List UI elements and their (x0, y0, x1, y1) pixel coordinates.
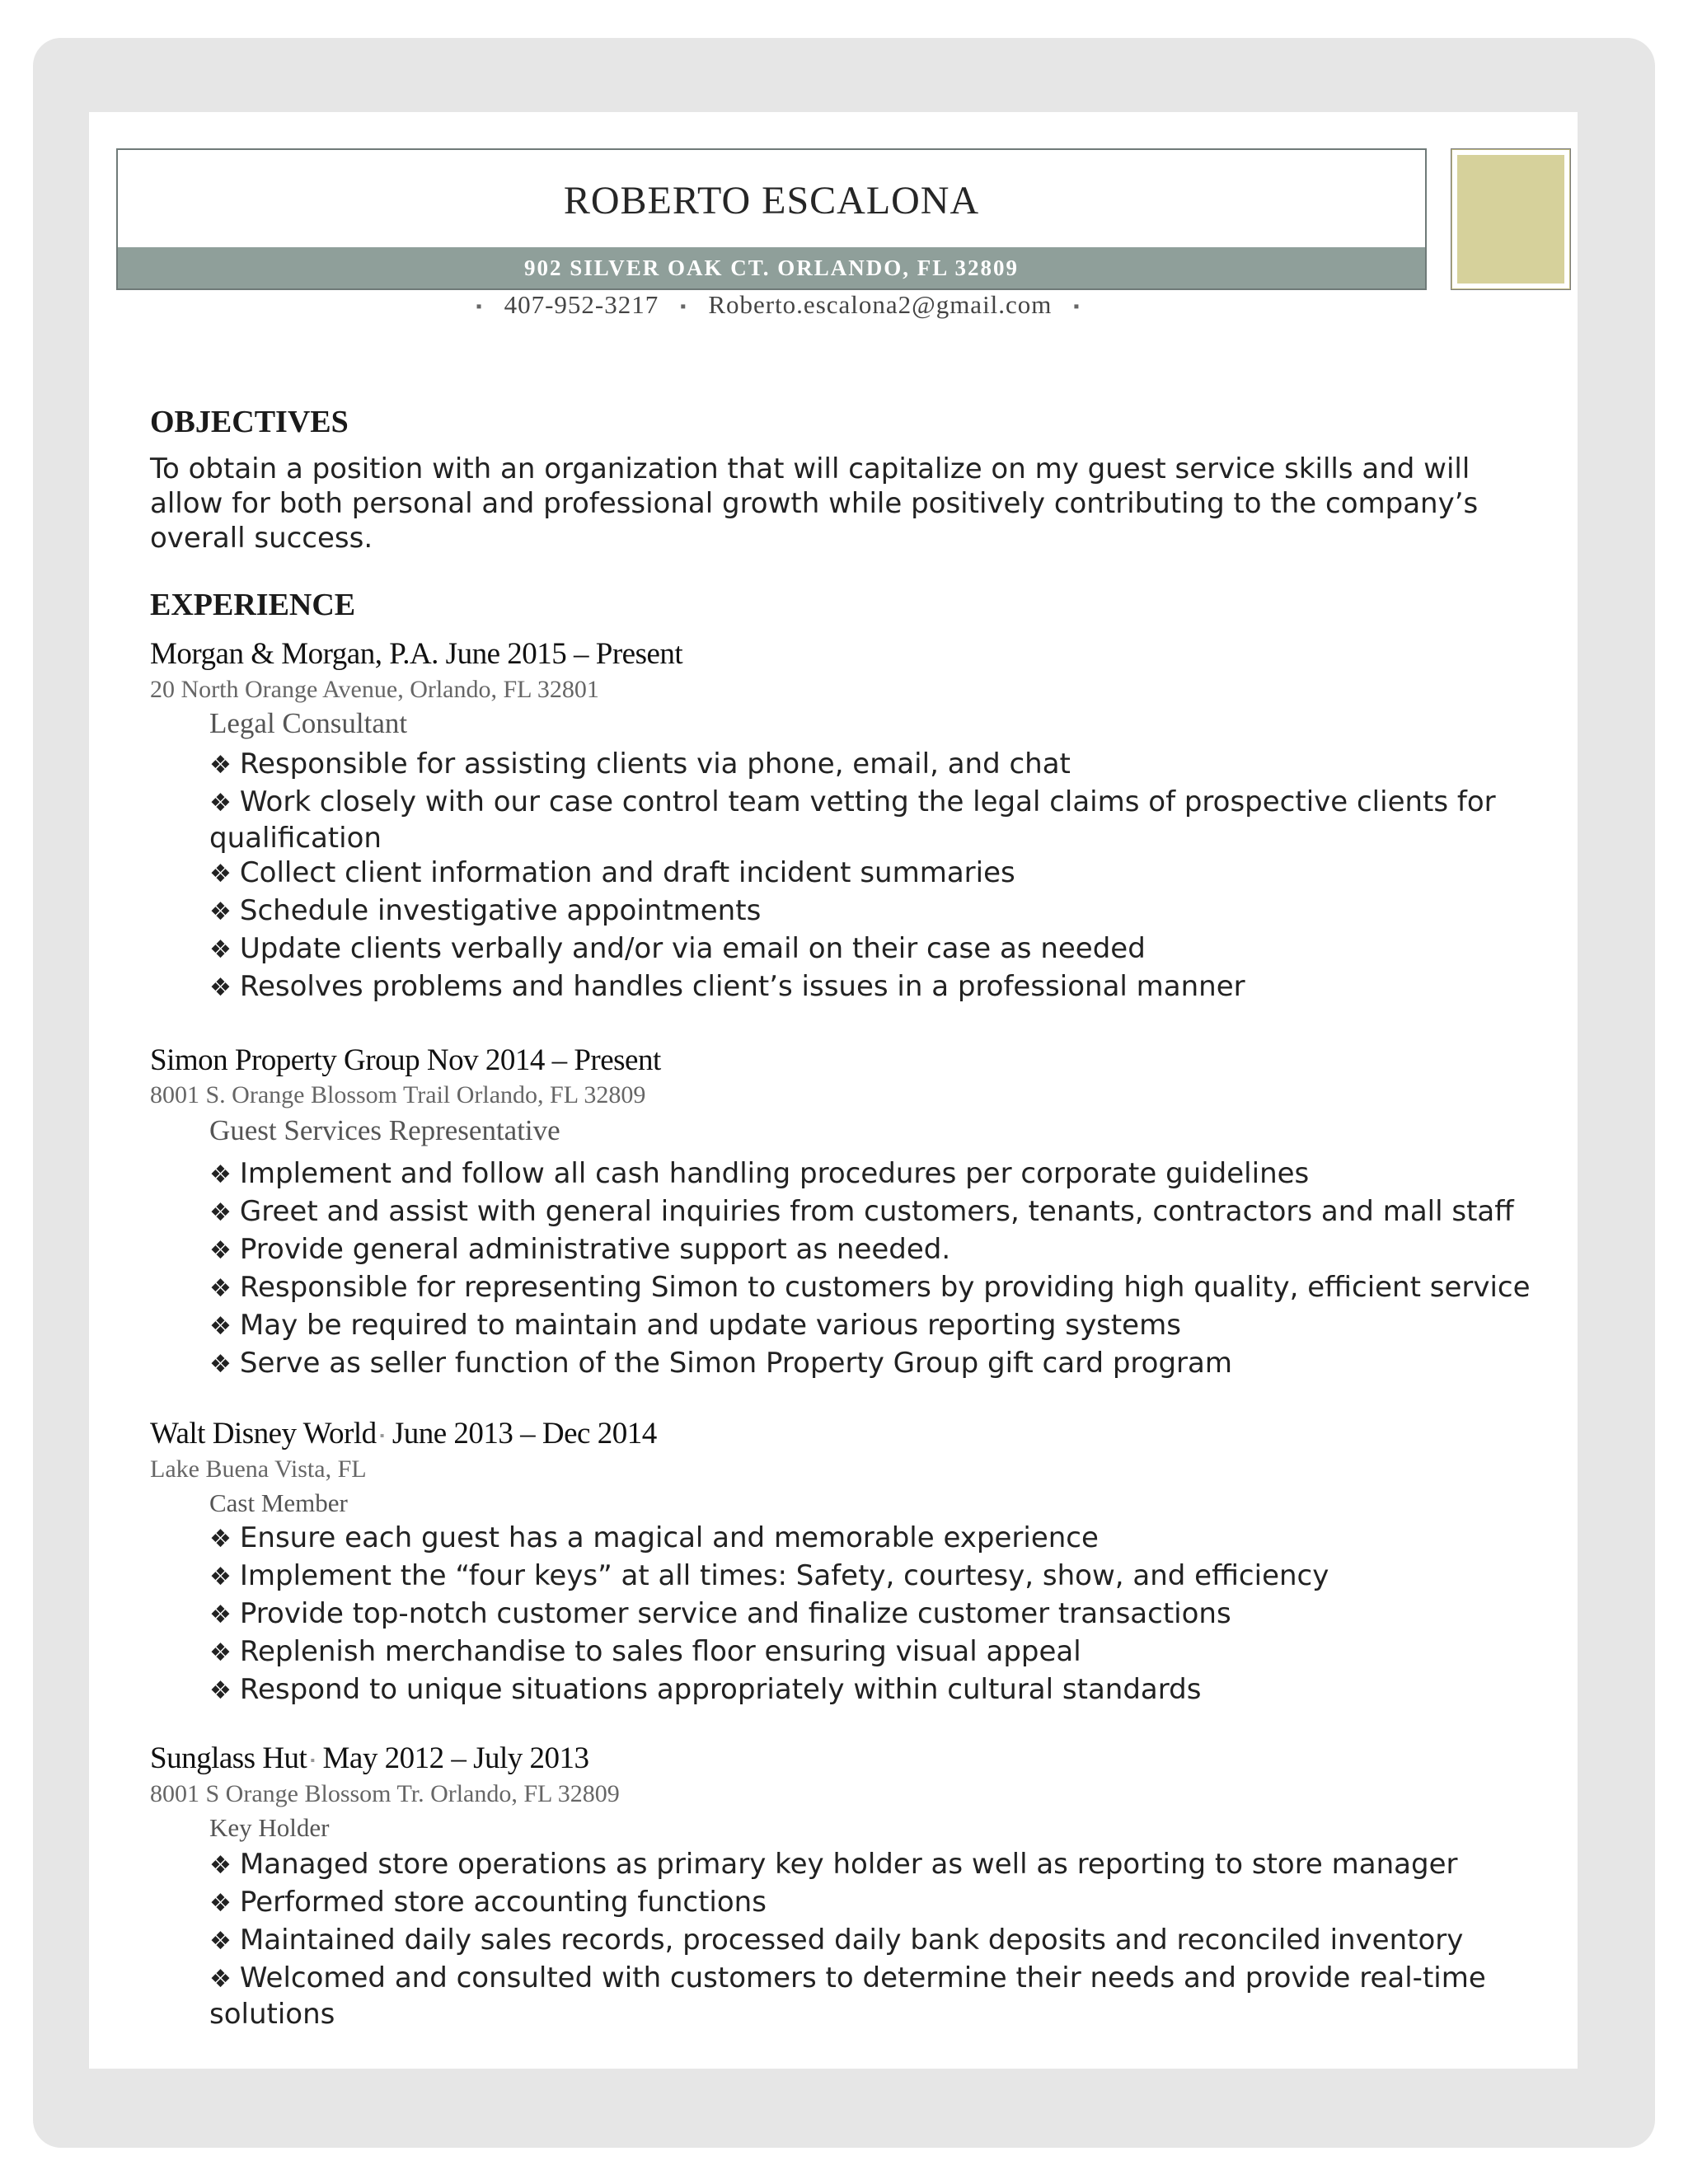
list-item: ❖ Collect client information and draft incident summaries (209, 856, 1015, 889)
job-address: 8001 S. Orange Blossom Trail Orlando, FL 32809 (150, 1081, 646, 1108)
job-dates: May 2012 – July 2013 (322, 1741, 589, 1775)
phone-number: 407-952-3217 (504, 290, 659, 319)
job-role: Key Holder (209, 1813, 330, 1842)
list-item: ❖ Responsible for assisting clients via phone, email, and chat (209, 748, 1071, 780)
duty-continuation: qualification (209, 822, 382, 855)
list-item: ❖ Respond to unique situations appropriately within cultural standards (209, 1673, 1202, 1706)
diamond-bullet-icon: ❖ (209, 1274, 232, 1303)
list-item: ❖ Resolves problems and handles client’s issues in a professional manner (209, 970, 1245, 1003)
list-item: ❖ Work closely with our case control team vetting the legal claims of prospective clients for qualification (209, 784, 1561, 855)
list-item: ❖ Implement and follow all cash handling procedures per corporate guidelines (209, 1157, 1310, 1190)
diamond-bullet-icon: ❖ (209, 860, 232, 888)
list-item: ❖ Serve as seller function of the Simon Property Group gift card program (209, 1347, 1232, 1380)
list-item: ❖ Provide top-notch customer service and finalize customer transactions (209, 1597, 1231, 1630)
email-address: Roberto.escalona2@gmail.com (708, 290, 1053, 319)
diamond-bullet-icon: ❖ (209, 1676, 232, 1705)
separator-icon: ▪ (1073, 298, 1081, 316)
objectives-heading: OBJECTIVES (150, 405, 349, 439)
job-company-line (150, 1741, 589, 1776)
list-item: ❖ Maintained daily sales records, processed daily bank deposits and reconciled inventory (209, 1924, 1464, 1957)
job-company: Sunglass Hut (150, 1741, 307, 1775)
diamond-bullet-icon: ❖ (209, 1601, 232, 1629)
list-item: ❖ Schedule investigative appointments (209, 894, 762, 927)
diamond-bullet-icon: ❖ (209, 1563, 232, 1591)
job-role: Guest Services Representative (209, 1114, 560, 1146)
job-company-line: Simon Property Group Nov 2014 – Present (150, 1043, 661, 1077)
job-dates: June 2013 – Dec 2014 (392, 1417, 657, 1451)
experience-heading: EXPERIENCE (150, 588, 356, 622)
list-item: ❖ Managed store operations as primary key holder as well as reporting to store manager (209, 1848, 1458, 1881)
job-address: Lake Buena Vista, FL (150, 1455, 367, 1483)
job-duties (209, 1520, 1561, 1709)
job-duties (209, 746, 1561, 1006)
job-duties (209, 1155, 1561, 1383)
list-item: ❖ Responsible for representing Simon to customers by providing high quality, efficient service (209, 1271, 1531, 1304)
diamond-bullet-icon: ❖ (209, 1889, 232, 1918)
job-address: 20 North Orange Avenue, Orlando, FL 32801 (150, 676, 599, 703)
diamond-bullet-icon: ❖ (209, 1851, 232, 1880)
decorative-gold-box (1451, 148, 1571, 290)
job-duties (209, 1846, 1561, 2031)
address-bar: 902 SILVER OAK CT. ORLANDO, FL 32809 (118, 247, 1425, 288)
diamond-bullet-icon: ❖ (209, 973, 232, 1002)
separator-icon: ▪ (680, 298, 687, 316)
diamond-bullet-icon: ❖ (209, 789, 232, 818)
diamond-bullet-icon: ❖ (209, 935, 232, 964)
name-header-box (116, 148, 1427, 290)
job-role: Legal Consultant (209, 707, 408, 739)
diamond-bullet-icon: ❖ (209, 1160, 232, 1189)
diamond-bullet-icon: ❖ (209, 1312, 232, 1341)
diamond-bullet-icon: ❖ (209, 1965, 232, 1994)
diamond-bullet-icon: ❖ (209, 1525, 232, 1554)
diamond-bullet-icon: ❖ (209, 1236, 232, 1265)
list-item: ❖ May be required to maintain and update various reporting systems (209, 1309, 1181, 1342)
job-company-line: Morgan & Morgan, P.A. June 2015 – Present (150, 637, 683, 671)
objective-text: To obtain a position with an organization that will capitalize on my guest service skills and will allow for both personal and professional growth while positively contributing to the company’s overall success. (150, 452, 1479, 555)
list-item: ❖ Update clients verbally and/or via email on their case as needed (209, 932, 1146, 965)
list-item: ❖ Replenish merchandise to sales floor ensuring visual appeal (209, 1635, 1081, 1668)
list-item: ❖ Welcomed and consulted with customers to determine their needs and provide real-time solutions (209, 1960, 1561, 2031)
job-company: Walt Disney World (150, 1417, 377, 1451)
contact-line (0, 290, 1556, 320)
list-item: ❖ Ensure each guest has a magical and memorable experience (209, 1521, 1099, 1554)
job-role: Cast Member (209, 1488, 348, 1517)
list-item: ❖ Performed store accounting functions (209, 1886, 767, 1919)
job-address: 8001 S Orange Blossom Tr. Orlando, FL 32809 (150, 1780, 620, 1807)
applicant-name: ROBERTO ESCALONA (563, 179, 980, 223)
diamond-bullet-icon: ❖ (209, 1350, 232, 1379)
separator-icon: ▪ (310, 1753, 315, 1768)
diamond-bullet-icon: ❖ (209, 1927, 232, 1956)
job-company-line (150, 1416, 657, 1451)
list-item: ❖ Provide general administrative support as needed. (209, 1233, 951, 1266)
list-item: ❖ Implement the “four keys” at all times: Safety, courtesy, show, and efficiency (209, 1559, 1329, 1592)
separator-icon: ▪ (476, 298, 483, 316)
duty-continuation: solutions (209, 1998, 335, 2031)
separator-icon: ▪ (379, 1428, 384, 1443)
diamond-bullet-icon: ❖ (209, 751, 232, 780)
list-item: ❖ Greet and assist with general inquiries from customers, tenants, contractors and mall staff (209, 1195, 1514, 1228)
diamond-bullet-icon: ❖ (209, 1638, 232, 1667)
diamond-bullet-icon: ❖ (209, 1198, 232, 1227)
diamond-bullet-icon: ❖ (209, 898, 232, 926)
